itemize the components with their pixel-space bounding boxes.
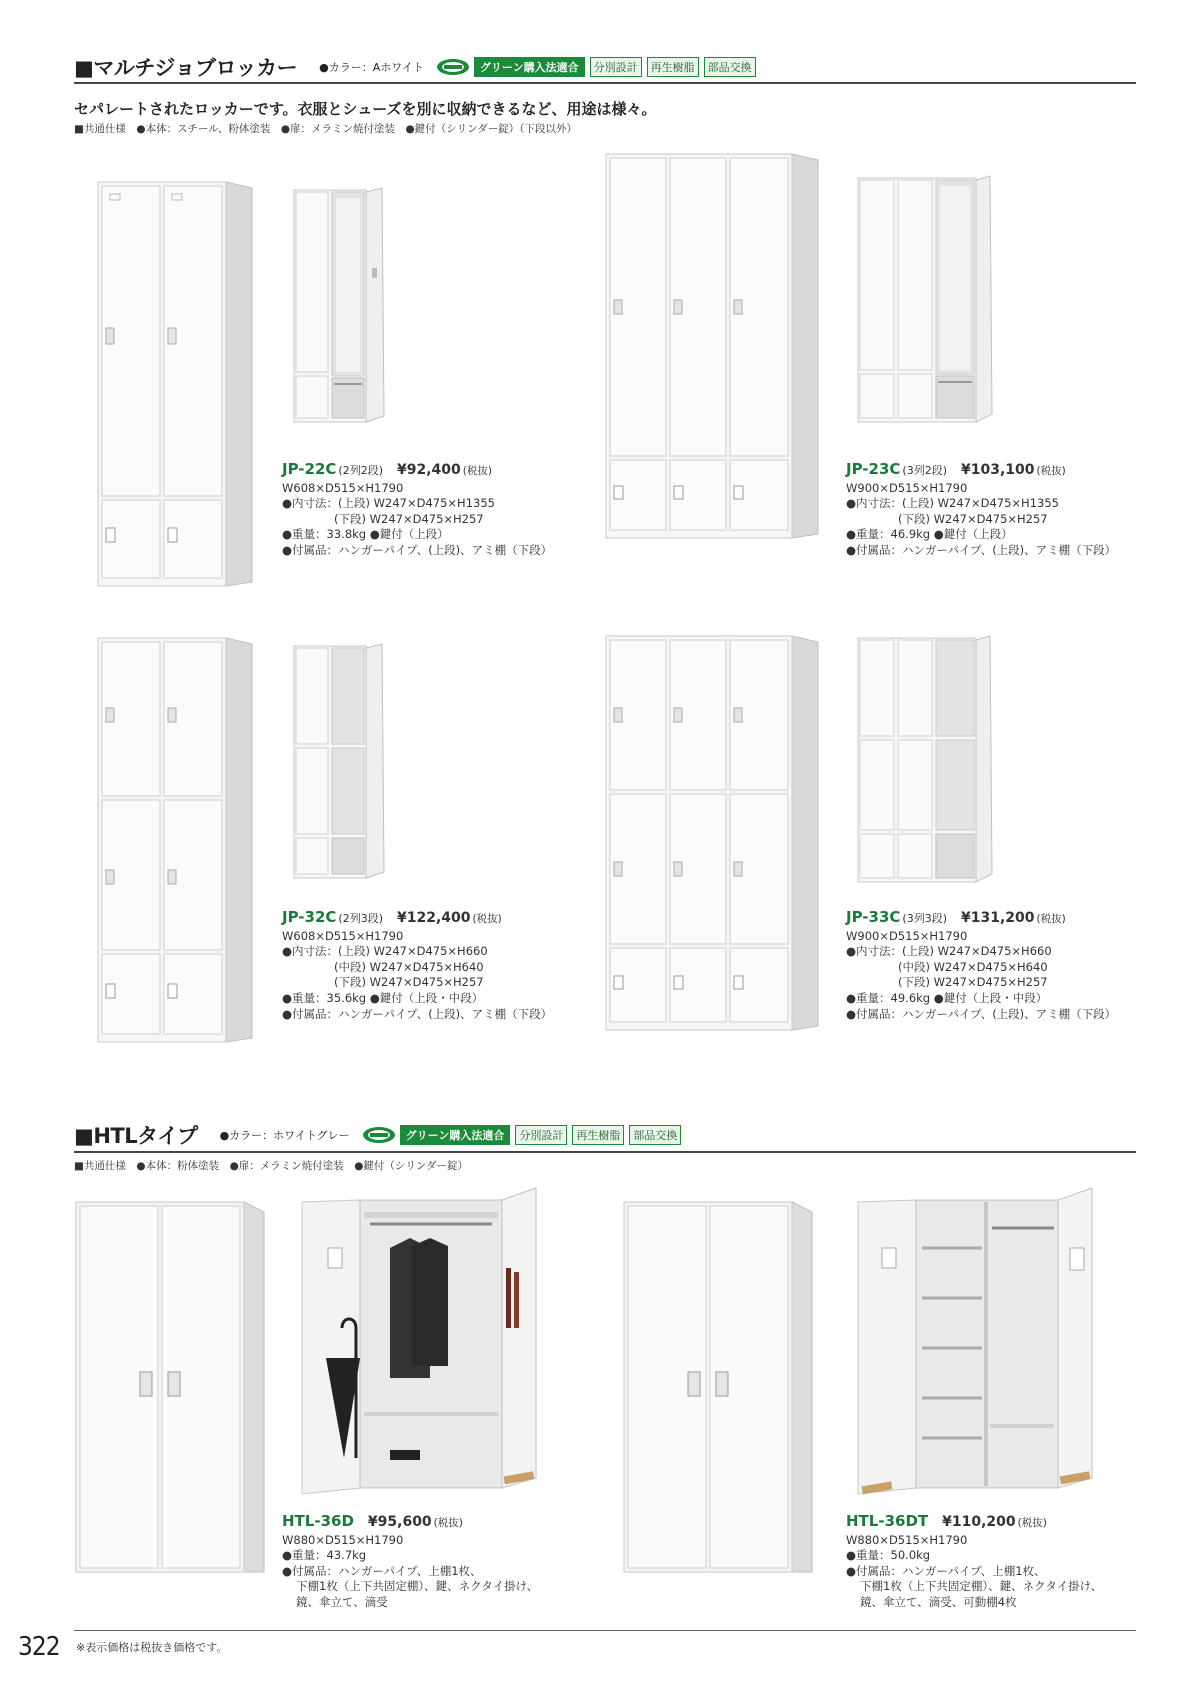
model-name: HTL-36DT xyxy=(846,1512,929,1530)
model-layout: (2列3段) xyxy=(338,912,384,925)
htl-36dt-closed-image xyxy=(622,1200,822,1575)
htl-36d-closed-image xyxy=(74,1200,274,1575)
spec-line: ●重量：35.6kg ●鍵付（上段・中段） xyxy=(282,990,484,1005)
jp-32c-open-image xyxy=(292,644,392,884)
badge-recycled-resin: 再生樹脂 xyxy=(572,1125,624,1145)
model-layout: (3列3段) xyxy=(902,912,948,925)
size: W608×D515×H1790 xyxy=(282,480,404,495)
model-layout: (3列2段) xyxy=(902,464,948,477)
section1-lead: セパレートされたロッカーです。衣服とシューズを別に収納できるなど、用途は様々。 xyxy=(74,100,657,118)
model-layout: (2列2段) xyxy=(338,464,384,477)
badge-recycled-resin: 再生樹脂 xyxy=(647,57,699,77)
section1-title: ■マルチジョブロッカー xyxy=(74,56,298,80)
product-htl-36d xyxy=(282,1514,538,1611)
section1-color: ●カラー：Aホワイト xyxy=(319,61,424,74)
model-name: HTL-36D xyxy=(282,1512,354,1530)
green-purchase-badge: グリーン購入法適合 xyxy=(474,57,585,77)
product-jp-33c xyxy=(846,910,1116,1022)
jp-33c-closed-image xyxy=(604,634,824,1034)
spec-line: ●付属品：ハンガーパイプ、(上段)、アミ棚（下段） xyxy=(282,542,553,557)
tax-note: (税抜) xyxy=(1036,913,1066,925)
spec-line: ●付属品：ハンガーパイプ、(上段)、アミ棚（下段） xyxy=(846,542,1117,557)
section1-common-spec: ■共通仕様 ●本体：スチール、粉体塗装 ●扉：メラミン焼付塗装 ●鍵付（シリンダー錠）（下段以外） xyxy=(74,123,577,135)
htl-36d-open-image xyxy=(300,1188,550,1498)
eco-mark-icon xyxy=(362,1126,396,1144)
spec-line: ●付属品：ハンガーパイプ、上棚1枚、 xyxy=(282,1563,482,1578)
spec-line: ●内寸法：(上段) W247×D475×H1355 xyxy=(282,496,495,511)
spec-line: 下棚1枚（上下共固定棚）、鍵、ネクタイ掛け、 xyxy=(860,1579,1103,1594)
product-jp-32c xyxy=(282,910,552,1022)
price: ¥95,600 xyxy=(367,1514,432,1530)
model-name: JP-22C xyxy=(282,460,337,478)
eco-mark-icon xyxy=(436,58,470,76)
tax-note: (税抜) xyxy=(1017,1517,1047,1529)
price: ¥92,400 xyxy=(397,462,461,478)
spec-line: (下段) W247×D475×H257 xyxy=(334,511,484,526)
size: W880×D515×H1790 xyxy=(282,1532,404,1547)
spec-line: ●内寸法：(上段) W247×D475×H1355 xyxy=(846,496,1059,511)
spec-line: ●付属品：ハンガーパイプ、上棚1枚、 xyxy=(846,1563,1046,1578)
spec-line: (下段) W247×D475×H257 xyxy=(898,975,1048,990)
badge-parts-replace: 部品交換 xyxy=(629,1125,681,1145)
model-name: JP-33C xyxy=(846,908,901,926)
tax-note: (税抜) xyxy=(462,465,492,477)
price: ¥103,100 xyxy=(961,462,1035,478)
spec-line: (中段) W247×D475×H640 xyxy=(898,959,1048,974)
size: W608×D515×H1790 xyxy=(282,928,404,943)
section2-color: ●カラー：ホワイトグレー xyxy=(219,1129,350,1142)
model-name: JP-32C xyxy=(282,908,337,926)
htl-36dt-open-image xyxy=(856,1188,1106,1498)
tax-note: (税抜) xyxy=(433,1517,463,1529)
model-name: JP-23C xyxy=(846,460,901,478)
footer-rule xyxy=(74,1630,1136,1631)
jp-33c-open-image xyxy=(856,636,996,886)
spec-line: ●重量：33.8kg ●鍵付（上段） xyxy=(282,527,449,542)
section2-header xyxy=(74,1120,681,1150)
section1-header xyxy=(74,52,756,82)
jp-23c-closed-image xyxy=(604,152,824,542)
page-number: 322 xyxy=(18,1632,60,1662)
spec-line: 下棚1枚（上下共固定棚）、鍵、ネクタイ掛け、 xyxy=(296,1579,539,1594)
spec-line: ●重量：50.0kg xyxy=(846,1548,931,1563)
size: W900×D515×H1790 xyxy=(846,480,968,495)
product-jp-22c xyxy=(282,462,552,559)
spec-line: ●重量：49.6kg ●鍵付（上段・中段） xyxy=(846,990,1048,1005)
tax-note: (税抜) xyxy=(1036,465,1066,477)
footnote: ※表示価格は税抜き価格です。 xyxy=(76,1641,228,1654)
spec-line: 鏡、傘立て、滴受 xyxy=(296,1594,388,1609)
jp-22c-closed-image xyxy=(96,178,256,588)
spec-line: ●付属品：ハンガーパイプ、(上段)、アミ棚（下段） xyxy=(846,1006,1117,1021)
spec-line: 鏡、傘立て、滴受、可動棚4枚 xyxy=(860,1594,1017,1609)
section2-title: ■HTLタイプ xyxy=(74,1124,198,1148)
spec-line: ●内寸法：(上段) W247×D475×H660 xyxy=(846,944,1052,959)
badge-separate-design: 分別設計 xyxy=(515,1125,567,1145)
green-purchase-badge: グリーン購入法適合 xyxy=(400,1125,511,1145)
spec-line: (中段) W247×D475×H640 xyxy=(334,959,484,974)
jp-23c-open-image xyxy=(856,176,996,426)
tax-note: (税抜) xyxy=(472,913,502,925)
section2-rule xyxy=(74,1151,1136,1153)
price: ¥131,200 xyxy=(961,910,1035,926)
spec-line: ●付属品：ハンガーパイプ、(上段)、アミ棚（下段） xyxy=(282,1006,553,1021)
size: W880×D515×H1790 xyxy=(846,1532,968,1547)
spec-line: ●重量：46.9kg ●鍵付（上段） xyxy=(846,527,1013,542)
price: ¥122,400 xyxy=(397,910,471,926)
spec-line: (下段) W247×D475×H257 xyxy=(898,511,1048,526)
spec-line: ●内寸法：(上段) W247×D475×H660 xyxy=(282,944,488,959)
spec-line: (下段) W247×D475×H257 xyxy=(334,975,484,990)
product-htl-36dt xyxy=(846,1514,1102,1611)
section2-common-spec: ■共通仕様 ●本体：粉体塗装 ●扉：メラミン焼付塗装 ●鍵付（シリンダー錠） xyxy=(74,1160,468,1172)
product-jp-23c xyxy=(846,462,1116,559)
spec-line: ●重量：43.7kg xyxy=(282,1548,367,1563)
badge-separate-design: 分別設計 xyxy=(590,57,642,77)
jp-32c-closed-image xyxy=(96,634,256,1044)
jp-22c-open-image xyxy=(292,188,392,428)
price: ¥110,200 xyxy=(942,1514,1016,1530)
section1-rule xyxy=(74,82,1136,84)
size: W900×D515×H1790 xyxy=(846,928,968,943)
badge-parts-replace: 部品交換 xyxy=(704,57,756,77)
